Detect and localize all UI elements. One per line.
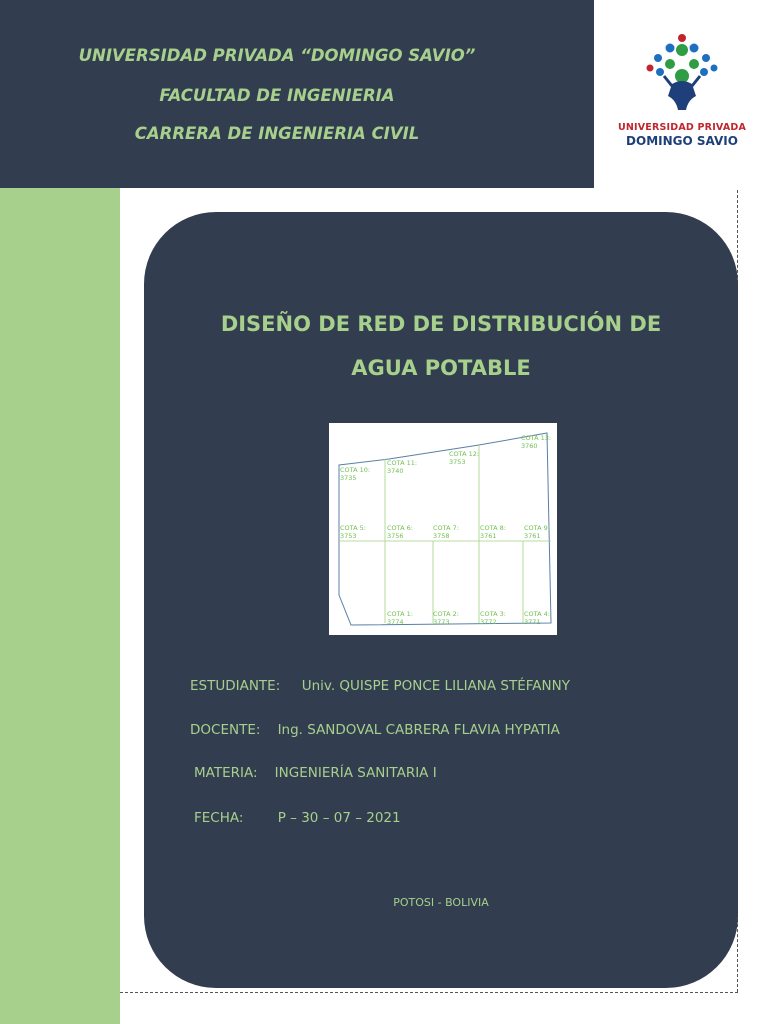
map-label: 3771 <box>524 618 541 626</box>
map-label: COTA 5: <box>340 524 366 532</box>
map-label: COTA 4: <box>524 610 550 618</box>
map-label: 3753 <box>449 458 466 466</box>
map-label: COTA 10: <box>340 466 371 474</box>
place-text: POTOSI - BOLIVIA <box>393 896 489 909</box>
map-label: 3740 <box>387 467 404 475</box>
subject-line: MATERIA: INGENIERÍA SANITARIA I <box>194 765 437 781</box>
map-label: COTA 1: <box>387 610 413 618</box>
student-line: ESTUDIANTE: Univ. QUISPE PONCE LILIANA STÉFANNY <box>190 678 570 694</box>
career-name: CARRERA DE INGENIERIA CIVIL <box>134 124 420 143</box>
map-label: 3753 <box>340 532 357 540</box>
header-banner <box>0 0 594 188</box>
map-label: COTA 13: <box>521 434 552 442</box>
map-label: COTA 12: <box>449 450 480 458</box>
green-side-strip <box>0 188 120 1024</box>
map-label: 3758 <box>433 532 450 540</box>
logo-text-bottom: DOMINGO SAVIO <box>626 134 738 148</box>
logo-emblem-icon <box>596 0 768 120</box>
map-label: COTA 9: <box>524 524 550 532</box>
map-label: COTA 8: <box>480 524 506 532</box>
map-label: 3773 <box>433 618 450 626</box>
map-label: COTA 11: <box>387 459 418 467</box>
map-label: 3735 <box>340 474 357 482</box>
dashed-border-bottom <box>120 992 738 993</box>
faculty-name: FACULTAD DE INGENIERIA <box>159 86 395 105</box>
map-label: COTA 7: <box>433 524 459 532</box>
logo-text-top: UNIVERSIDAD PRIVADA <box>617 122 747 133</box>
document-title-line1: DISEÑO DE RED DE DISTRIBUCIÓN DE <box>220 312 662 336</box>
map-label: COTA 6: <box>387 524 413 532</box>
map-label: 3761 <box>524 532 541 540</box>
university-logo <box>596 0 768 188</box>
map-label: COTA 2: <box>433 610 459 618</box>
teacher-line: DOCENTE: Ing. SANDOVAL CABRERA FLAVIA HYPATIA <box>190 722 560 738</box>
document-title-line2: AGUA POTABLE <box>351 356 531 380</box>
network-map-drawing <box>329 423 557 635</box>
map-label: 3774 <box>387 618 404 626</box>
map-label: 3756 <box>387 532 404 540</box>
map-label: 3760 <box>521 442 538 450</box>
map-label: 3772 <box>480 618 497 626</box>
map-label: 3761 <box>480 532 497 540</box>
map-label: COTA 3: <box>480 610 506 618</box>
network-map-image <box>329 423 557 635</box>
date-line: FECHA: P – 30 – 07 – 2021 <box>194 810 401 826</box>
university-name: UNIVERSIDAD PRIVADA “DOMINGO SAVIO” <box>78 46 476 65</box>
